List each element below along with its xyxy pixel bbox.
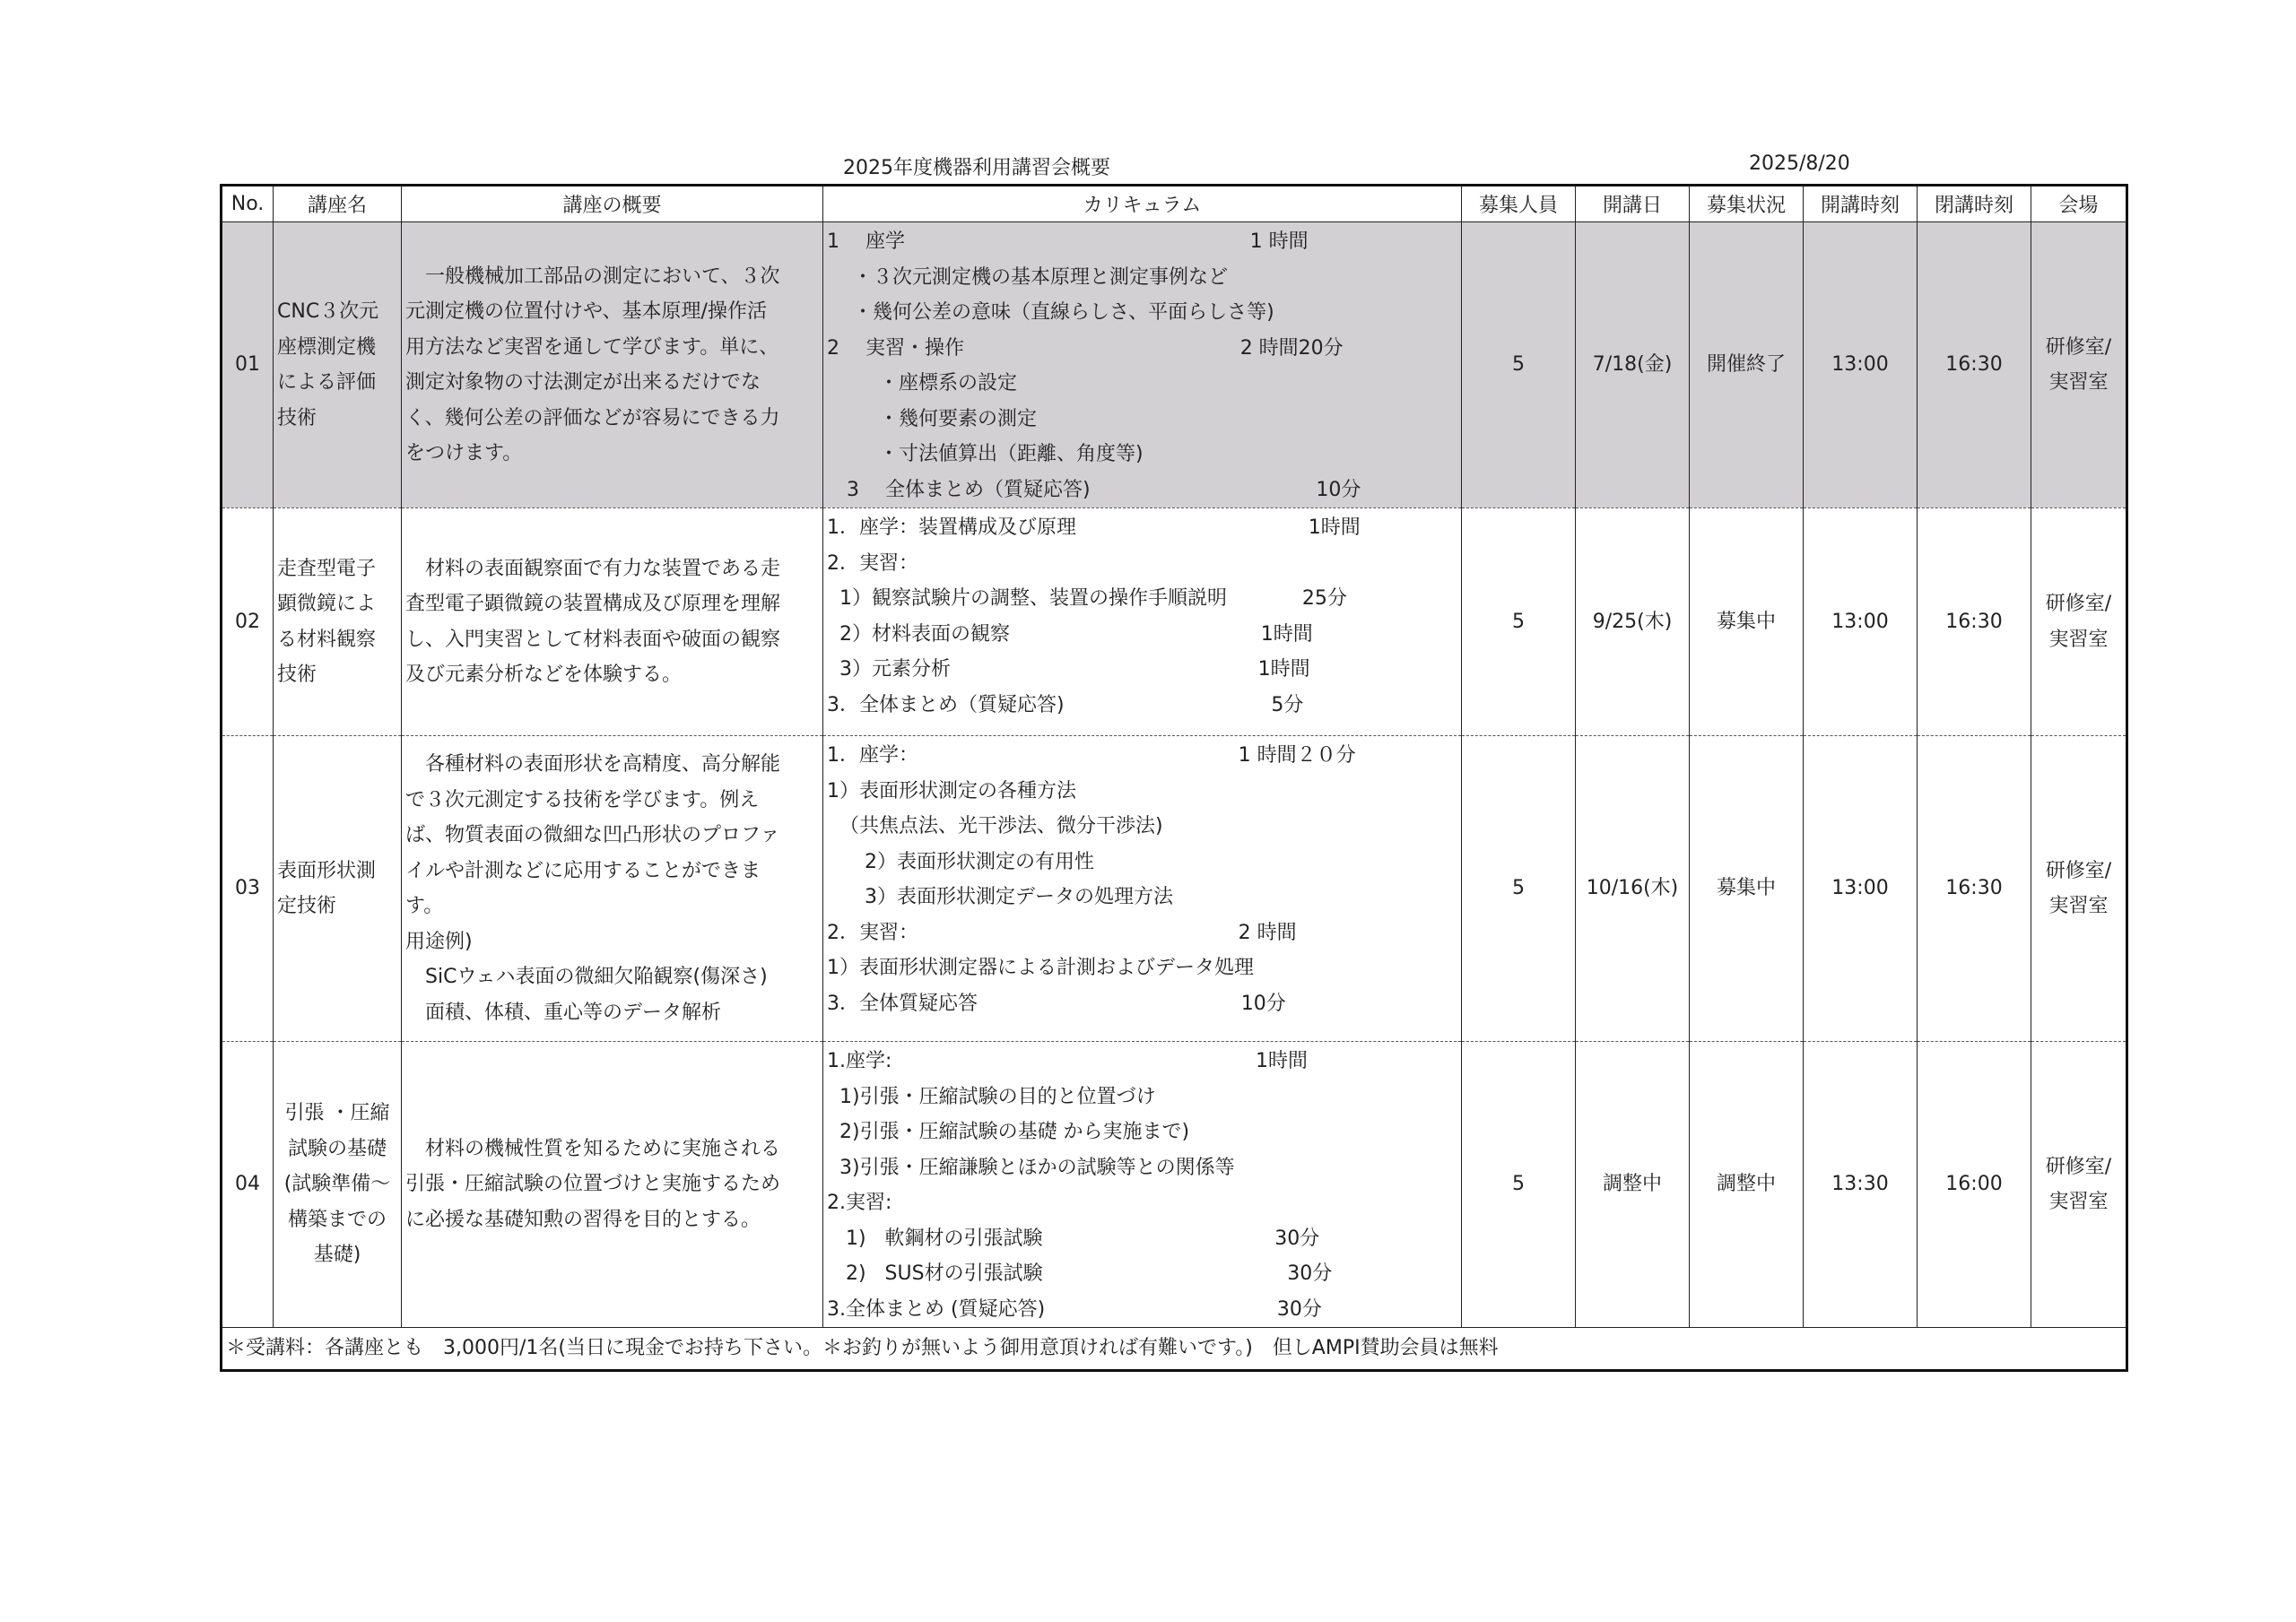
course-name-line: 引張 ・圧縮: [284, 1102, 390, 1125]
summary-line: く、幾何公差の評価などが容易にできる力: [405, 406, 780, 429]
venue: [2031, 508, 2127, 736]
col-header-date: 開講日: [1576, 186, 1690, 222]
course-date: 7/18(金): [1576, 222, 1690, 508]
course-name: [274, 222, 402, 508]
fee-note: ＊受講料：各講座とも 3,000円/1名(当日に現金でお持ち下さい。＊お釣りが無いよう御用意頂ければ有難いです。) 但しAMPI賛助会員は無料: [222, 1328, 2127, 1371]
col-header-end: 閉講時刻: [1918, 186, 2031, 222]
course-name-line: CNC３次元: [277, 300, 379, 323]
curriculum-cell: [823, 736, 1462, 1042]
venue: [2031, 1042, 2127, 1328]
venue-line: 実習室: [2048, 895, 2109, 917]
curriculum-line: 1)引張・圧縮試験の目的と位置づけ: [827, 1085, 1156, 1108]
curriculum-line: 2.実習:: [827, 1192, 892, 1214]
curriculum-line: 2 実習・操作 2 時間20分: [827, 336, 1344, 360]
curriculum-line: 2．実習： 2 時間: [827, 921, 1297, 944]
course-no: 04: [222, 1042, 274, 1328]
summary-line: 査型電子顕微鏡の装置構成及び原理を理解: [405, 593, 781, 615]
summary-line: し、入門実習として材料表面や破面の観察: [405, 628, 781, 651]
venue-line: 実習室: [2048, 371, 2109, 394]
course-name-line: (試験準備〜: [283, 1173, 391, 1196]
course-name-line: 技術: [277, 664, 317, 686]
curriculum-line: 1）表面形状測定の各種方法: [827, 779, 1076, 802]
course-row: [222, 1042, 2127, 1328]
curriculum-line: 1) 軟鋼材の引張試験 30分: [827, 1227, 1320, 1250]
summary-line: 用方法など実習を通して学びます。単に、: [405, 335, 779, 359]
header-row: [222, 186, 2127, 222]
status-badge: 募集中: [1690, 736, 1804, 1042]
document-date: 2025/8/20: [1749, 152, 1850, 175]
summary-line: 材料の機械性質を知るために実施される: [405, 1137, 781, 1160]
col-header-status: 募集状況: [1690, 186, 1804, 222]
course-name-line: 基礎): [313, 1244, 361, 1267]
start-time: 13:00: [1804, 222, 1918, 508]
course-row: [222, 736, 2127, 1042]
curriculum-line: 1.座学: 1時間: [827, 1050, 1309, 1072]
curriculum-line: 2)引張・圧縮試験の基礎 から実施まで): [827, 1121, 1190, 1143]
course-no: 01: [222, 222, 274, 508]
capacity: 5: [1462, 222, 1576, 508]
end-time: 16:00: [1918, 1042, 2031, 1328]
venue-line: 研修室/: [2045, 335, 2112, 359]
col-header-curriculum: カリキュラム: [823, 186, 1462, 222]
summary-line: 測定対象物の寸法測定が出来るだけでな: [405, 371, 761, 394]
curriculum-line: 1．座学：装置構成及び原理 1時間: [827, 516, 1361, 539]
status-badge: 募集中: [1690, 508, 1804, 736]
course-name-line: 構築までの: [287, 1208, 387, 1231]
summary-line: 及び元素分析などを体験する。: [405, 664, 683, 686]
summary-line: イルや計測などに応用することができま: [405, 859, 761, 882]
curriculum-line: 3．全体まとめ（質疑応答) 5分: [827, 693, 1304, 716]
summary-line: で３次元測定する技術を学びます。例え: [405, 788, 760, 811]
curriculum-line: ・３次元測定機の基本原理と測定事例など: [827, 265, 1228, 289]
course-name: [274, 508, 402, 736]
venue-line: 研修室/: [2045, 859, 2112, 882]
course-no: 02: [222, 508, 274, 736]
capacity: 5: [1462, 736, 1576, 1042]
curriculum-cell: [823, 222, 1462, 508]
curriculum-line: 2）表面形状測定の有用性: [827, 850, 1094, 873]
curriculum-line: 1．座学： 1 時間２０分: [827, 744, 1356, 767]
summary-line: に必援な基礎知勲の習得を目的とする。: [405, 1208, 761, 1231]
curriculum-line: 2．実習：: [827, 551, 918, 575]
curriculum-line: 2) SUS材の引張試験 30分: [827, 1262, 1333, 1285]
course-row: [222, 222, 2127, 508]
course-name-line: 表面形状測: [277, 859, 377, 882]
end-time: 16:30: [1918, 508, 2031, 736]
status-badge: 調整中: [1690, 1042, 1804, 1328]
curriculum-line: 1）観察試験片の調整、装置の操作手順説明 25分: [827, 587, 1347, 610]
summary-line: 各種材料の表面形状を高精度、高分解能: [405, 753, 781, 776]
course-date: 10/16(木): [1576, 736, 1690, 1042]
fee-row: [222, 1328, 2127, 1371]
col-header-summary: 講座の概要: [402, 186, 823, 222]
end-time: 16:30: [1918, 736, 2031, 1042]
summary-line: 一般機械加工部品の測定において、３次: [405, 265, 780, 288]
venue: [2031, 736, 2127, 1042]
summary-line: 元測定機の位置付けや、基本原理/操作活: [405, 300, 767, 323]
course-name-line: 定技術: [277, 895, 337, 917]
curriculum-line: ・幾何要素の測定: [827, 407, 1037, 430]
venue-line: 研修室/: [2045, 593, 2112, 615]
course-name-line: る材料観察: [277, 628, 377, 651]
curriculum-line: （共焦点法、光干渉法、微分干渉法): [827, 815, 1163, 837]
course-name: [274, 1042, 402, 1328]
venue-line: 実習室: [2048, 628, 2109, 651]
venue-line: 実習室: [2048, 1191, 2109, 1213]
course-table: [220, 184, 2128, 1372]
col-header-venue: 会場: [2031, 186, 2127, 222]
summary-line: ば、物質表面の微細な凹凸形状のプロファ: [405, 824, 780, 846]
curriculum-line: 3．全体質疑応答 10分: [827, 992, 1286, 1015]
status-badge: 開催終了: [1690, 222, 1804, 508]
summary-line: をつけます。: [405, 442, 523, 464]
course-name-line: 試験の基礎: [287, 1137, 387, 1160]
curriculum-cell: [823, 508, 1462, 736]
venue-line: 研修室/: [2045, 1155, 2112, 1178]
capacity: 5: [1462, 1042, 1576, 1328]
course-no: 03: [222, 736, 274, 1042]
curriculum-line: 1）表面形状測定器による計測およびデータ処理: [827, 957, 1254, 979]
start-time: 13:00: [1804, 736, 1918, 1042]
col-header-name: 講座名: [274, 186, 402, 222]
course-summary: [402, 508, 823, 736]
start-time: 13:00: [1804, 508, 1918, 736]
start-time: 13:30: [1804, 1042, 1918, 1328]
venue: [2031, 222, 2127, 508]
curriculum-line: ・幾何公差の意味（直線らしさ、平面らしさ等): [827, 301, 1274, 324]
summary-line: 用途例): [405, 930, 473, 953]
curriculum-line: 3）元素分析 1時間: [827, 658, 1310, 681]
course-name-line: 顕微鏡によ: [277, 593, 377, 615]
curriculum-line: 1 座学 1 時間: [827, 230, 1309, 253]
col-header-start: 開講時刻: [1804, 186, 1918, 222]
course-summary: [402, 736, 823, 1042]
summary-line: 材料の表面観察面で有力な装置である走: [405, 557, 781, 580]
capacity: 5: [1462, 508, 1576, 736]
curriculum-line: ・寸法値算出（距離、角度等): [827, 443, 1144, 465]
end-time: 16:30: [1918, 222, 2031, 508]
col-header-no: No.: [222, 186, 274, 222]
summary-line: SiCウェハ表面の微細欠陥観察(傷深さ): [405, 966, 768, 988]
curriculum-line: 3）表面形状測定データの処理方法: [827, 886, 1173, 908]
summary-line: 面積、体積、重心等のデータ解析: [405, 1001, 722, 1024]
course-name-line: 座標測定機: [277, 335, 377, 359]
course-name-line: 技術: [277, 406, 317, 429]
curriculum-cell: [823, 1042, 1462, 1328]
course-summary: [402, 222, 823, 508]
curriculum-line: 3.全体まとめ (質疑応答) 30分: [827, 1297, 1322, 1321]
curriculum-line: 2）材料表面の観察 1時間: [827, 622, 1313, 646]
curriculum-line: 3 全体まとめ（質疑応答) 10分: [827, 478, 1361, 501]
course-date: 調整中: [1576, 1042, 1690, 1328]
course-name-line: 走査型電子: [277, 557, 377, 580]
col-header-capacity: 募集人員: [1462, 186, 1576, 222]
curriculum-line: 3)引張・圧縮謙験とほかの試験等との関係等: [827, 1156, 1235, 1179]
course-name: [274, 736, 402, 1042]
course-name-line: による評価: [277, 371, 377, 394]
summary-line: す。: [405, 895, 444, 917]
curriculum-line: ・座標系の設定: [827, 372, 1017, 395]
course-date: 9/25(木): [1576, 508, 1690, 736]
course-summary: [402, 1042, 823, 1328]
course-row: [222, 508, 2127, 736]
summary-line: 引張・圧縮試験の位置づけと実施するため: [405, 1173, 781, 1196]
document-title: 2025年度機器利用講習会概要: [843, 157, 1110, 179]
